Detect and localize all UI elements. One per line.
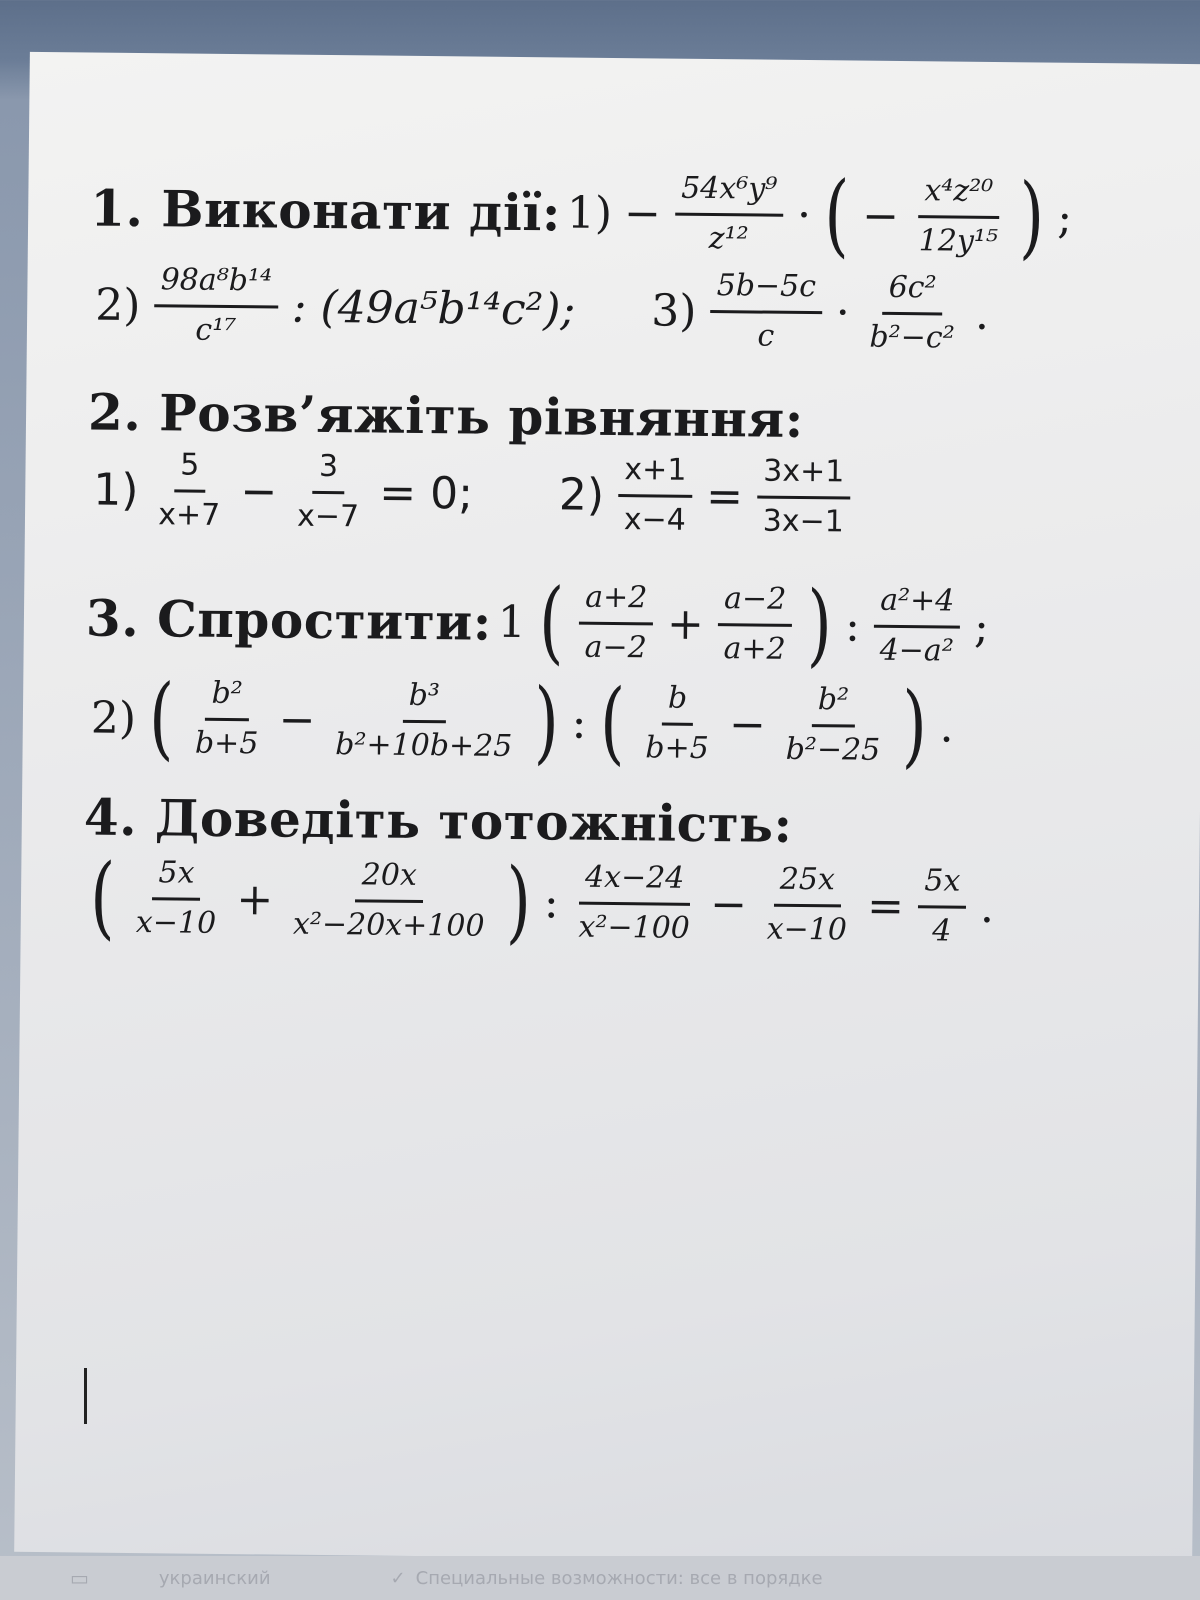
operator: · xyxy=(796,189,812,241)
denominator: b+5 xyxy=(194,725,259,761)
paren-open: ( xyxy=(599,669,625,776)
denominator: 12y¹⁵ xyxy=(918,222,999,259)
operator: : xyxy=(844,599,861,652)
task1-line2 xyxy=(89,263,996,356)
numerator: a²+4 xyxy=(874,584,961,628)
numerator: x+1 xyxy=(618,453,692,497)
denominator: x−10 xyxy=(766,911,848,947)
denominator: c xyxy=(757,318,775,354)
operator: + xyxy=(236,873,274,925)
operator: : xyxy=(571,697,587,749)
numerator: 5x xyxy=(918,864,966,908)
fraction xyxy=(189,677,265,762)
numerator: 25x xyxy=(774,863,842,907)
task3-heading: 3. Спростити: xyxy=(85,587,493,652)
paren-close: ) xyxy=(1018,164,1045,270)
task4-heading: 4. Доведіть тотожність: xyxy=(83,787,793,854)
denominator: 4−a² xyxy=(879,632,955,669)
numerator: a−2 xyxy=(718,582,793,626)
punctuation: . xyxy=(939,700,954,753)
task2-equations xyxy=(87,448,859,540)
punctuation: ; xyxy=(973,601,990,653)
task1-heading: 1. Виконати дії: xyxy=(89,178,562,242)
accessibility-icon: ✓ xyxy=(390,1567,406,1589)
operator: = xyxy=(705,470,744,522)
fraction xyxy=(761,863,854,948)
paren-open: ( xyxy=(148,665,175,771)
fraction xyxy=(130,856,223,941)
task4-heading-line xyxy=(84,787,793,853)
numerator: b xyxy=(662,682,694,726)
denominator: x+7 xyxy=(158,496,221,533)
fraction xyxy=(674,172,783,257)
paren-close: ) xyxy=(901,673,927,779)
denominator: x−4 xyxy=(623,501,687,538)
denominator: b²−25 xyxy=(785,731,881,768)
equals-zero: = 0; xyxy=(379,467,474,520)
paren-close: ) xyxy=(533,669,559,775)
sign: − xyxy=(861,190,900,242)
paren-open: ( xyxy=(823,162,850,268)
numerator: a+2 xyxy=(579,581,654,625)
fraction xyxy=(291,450,366,535)
paren-open: ( xyxy=(538,569,565,675)
denominator: x²−100 xyxy=(578,909,691,946)
denominator: a−2 xyxy=(584,629,647,665)
numerator: 5b−5c xyxy=(710,269,822,314)
numerator: b³ xyxy=(402,679,446,723)
numerator: b² xyxy=(205,677,249,721)
fraction xyxy=(618,453,693,538)
document-icon: ▭ xyxy=(70,1566,89,1590)
operator: · xyxy=(835,286,851,338)
fraction xyxy=(154,263,278,348)
task1-part3-label: 3) xyxy=(651,284,697,337)
denominator: b+5 xyxy=(645,729,710,766)
text-cursor[interactable] xyxy=(84,1368,87,1424)
numerator: x⁴z²⁰ xyxy=(918,174,999,218)
fraction xyxy=(717,582,792,667)
fraction xyxy=(572,861,696,946)
fraction xyxy=(780,683,887,768)
operator: : xyxy=(543,876,560,928)
paren-open: ( xyxy=(89,844,116,950)
denominator: b²−c² xyxy=(869,319,955,356)
operator: − xyxy=(278,694,316,746)
denominator: 4 xyxy=(932,912,952,949)
task3-part1-label: 1 xyxy=(497,596,527,648)
operator: + xyxy=(666,598,705,650)
numerator: 54x⁶y⁹ xyxy=(675,172,784,217)
denominator: x−7 xyxy=(296,498,360,534)
numerator: b² xyxy=(812,683,856,727)
numerator: 5x xyxy=(152,856,200,900)
operator: − xyxy=(728,698,767,751)
sign: − xyxy=(623,187,662,239)
document-page xyxy=(14,52,1200,1564)
denominator: a+2 xyxy=(723,630,786,667)
denominator: c¹⁷ xyxy=(195,312,237,348)
task2-part1-label: 1) xyxy=(93,464,139,516)
task2-heading-line xyxy=(88,383,804,449)
paren-close: ) xyxy=(806,572,833,678)
task4-identity xyxy=(83,844,1001,955)
expression: : (49a⁵b¹⁴c²); xyxy=(291,281,576,336)
denominator: b²+10b+25 xyxy=(335,726,513,764)
operator: − xyxy=(240,465,278,517)
task2-heading: 2. Розв’яжіть рівняння: xyxy=(87,382,805,449)
paren-close: ) xyxy=(505,848,532,955)
denominator: 3x−1 xyxy=(762,503,844,539)
task3-line1 xyxy=(85,569,995,678)
punctuation: . xyxy=(979,881,995,933)
numerator: 20x xyxy=(355,858,423,902)
fraction xyxy=(757,455,851,540)
task3-line2 xyxy=(84,665,960,779)
numerator: 6c² xyxy=(882,271,942,315)
punctuation: . xyxy=(974,288,990,340)
task2-part2-label: 2) xyxy=(558,468,605,521)
status-bar xyxy=(0,1556,1200,1600)
denominator: z¹² xyxy=(708,220,749,256)
fraction xyxy=(710,269,822,354)
numerator: 98a⁸b¹⁴ xyxy=(154,263,278,308)
fraction xyxy=(863,271,961,356)
fraction xyxy=(918,864,967,948)
numerator: 5 xyxy=(174,448,206,492)
fraction xyxy=(329,678,519,764)
denominator: x²−20x+100 xyxy=(292,906,485,944)
fraction xyxy=(873,584,960,669)
operator: − xyxy=(709,878,748,930)
fraction xyxy=(913,174,1005,259)
status-language[interactable]: украинский xyxy=(158,1567,271,1589)
task1-part2-label: 2) xyxy=(94,279,141,331)
numerator: 4x−24 xyxy=(579,861,691,906)
task3-part2-label: 2) xyxy=(90,692,137,744)
numerator: 3x+1 xyxy=(757,455,851,499)
status-accessibility[interactable]: Специальные возможности: все в порядке xyxy=(415,1567,823,1589)
task1-part1-label: 1) xyxy=(566,187,613,239)
fraction xyxy=(578,581,653,666)
fraction xyxy=(287,858,491,944)
punctuation: ; xyxy=(1057,192,1073,244)
fraction xyxy=(639,681,715,766)
fraction xyxy=(152,448,227,533)
numerator: 3 xyxy=(313,450,345,494)
operator: = xyxy=(866,880,905,932)
denominator: x−10 xyxy=(135,904,217,941)
task1-line1 xyxy=(89,162,1079,270)
